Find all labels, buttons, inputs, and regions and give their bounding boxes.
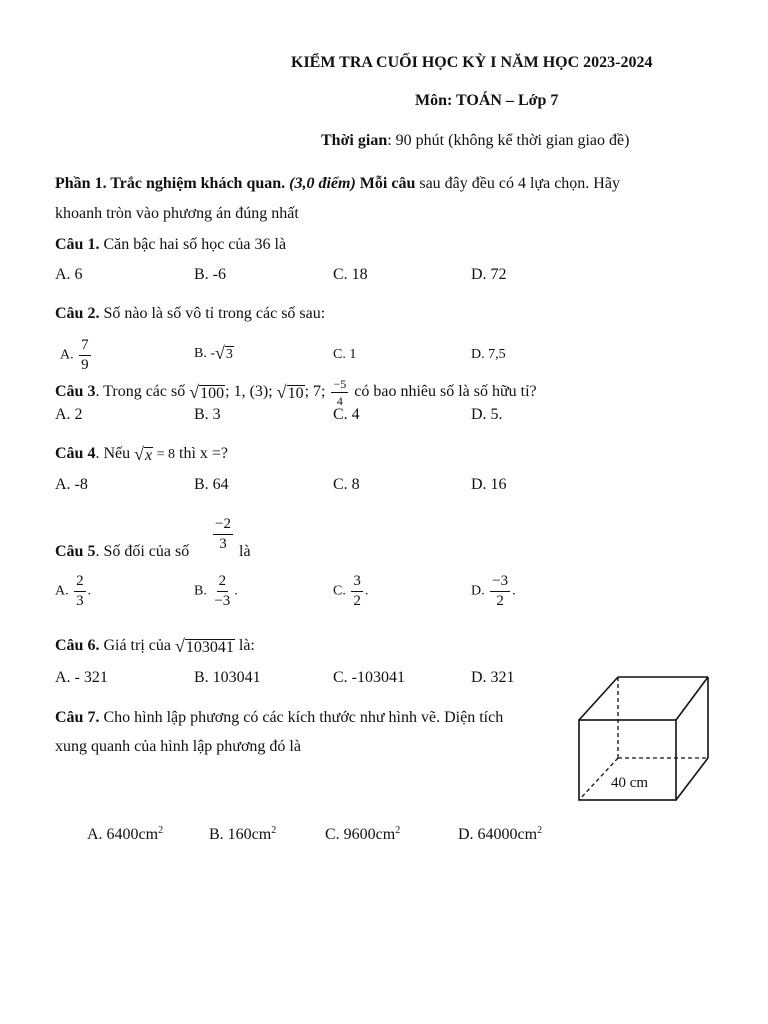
question-label: Câu 5 bbox=[55, 543, 96, 560]
option-text: A. 6400cm bbox=[87, 826, 159, 843]
part1-line2: khoanh tròn vào phương án đúng nhất bbox=[55, 205, 299, 222]
q6-option-b[interactable]: B. 103041 bbox=[194, 669, 261, 686]
q4-option-d[interactable]: D. 16 bbox=[471, 476, 507, 493]
fraction-denominator: 3 bbox=[76, 593, 84, 609]
fraction-denominator: 9 bbox=[81, 357, 89, 373]
fraction-numerator: −2 bbox=[213, 517, 233, 535]
q5-option-d[interactable] bbox=[471, 574, 516, 609]
option-letter: C. bbox=[333, 583, 346, 599]
question-label: Câu 7. bbox=[55, 709, 100, 726]
exam-subject: Môn: TOÁN – Lớp 7 bbox=[415, 92, 559, 109]
equation: = 8 bbox=[153, 447, 176, 462]
option-letter: B. bbox=[194, 583, 207, 599]
question-text-tail: có bao nhiêu số là số hữu tỉ? bbox=[350, 383, 537, 401]
q3-option-b[interactable]: B. 3 bbox=[194, 406, 221, 423]
option-letter: A. bbox=[60, 347, 74, 363]
option-letter: A. bbox=[55, 583, 69, 599]
fraction bbox=[74, 574, 86, 609]
q2-option-d[interactable]: D. 7,5 bbox=[471, 347, 506, 362]
fraction bbox=[331, 378, 348, 407]
question-text: Giá trị của bbox=[99, 637, 175, 654]
fraction-numerator: −5 bbox=[333, 377, 347, 391]
q1-option-d[interactable]: D. 72 bbox=[471, 266, 507, 283]
fraction bbox=[490, 574, 510, 609]
q3-option-c[interactable]: C. 4 bbox=[333, 406, 360, 423]
option-letter: B. - bbox=[194, 346, 215, 361]
radicand: 10 bbox=[287, 385, 304, 402]
fraction-numerator: 7 bbox=[79, 338, 91, 356]
question-1 bbox=[55, 235, 286, 255]
superscript: 2 bbox=[395, 825, 401, 836]
fraction bbox=[213, 517, 233, 552]
q4-option-b[interactable]: B. 64 bbox=[194, 476, 229, 493]
fraction-numerator: 2 bbox=[74, 574, 86, 592]
fraction bbox=[351, 574, 363, 609]
fraction-numerator: 3 bbox=[351, 574, 363, 592]
question-label: Câu 6. bbox=[55, 637, 100, 654]
part1-heading bbox=[55, 174, 620, 194]
q6-option-c[interactable]: C. -103041 bbox=[333, 669, 405, 686]
q4-option-a[interactable]: A. -8 bbox=[55, 476, 88, 493]
fraction bbox=[79, 338, 91, 373]
radicand: 100 bbox=[200, 385, 225, 402]
question-text-tail: thì x =? bbox=[175, 445, 229, 462]
option-dot: . bbox=[87, 583, 92, 599]
fraction-denominator: 2 bbox=[496, 593, 504, 609]
question-7 bbox=[55, 708, 503, 728]
question-label: Câu 2. bbox=[55, 305, 100, 322]
exam-title: KIỂM TRA CUỐI HỌC KỲ I NĂM HỌC 2023-2024 bbox=[291, 54, 653, 71]
question-label: Câu 1. bbox=[55, 236, 100, 253]
q4-option-c[interactable]: C. 8 bbox=[333, 476, 360, 493]
superscript: 2 bbox=[271, 825, 277, 836]
question-5 bbox=[55, 542, 189, 562]
q2-option-b[interactable] bbox=[194, 344, 234, 364]
q7-option-c[interactable] bbox=[325, 821, 400, 845]
fraction-denominator: 3 bbox=[219, 536, 227, 552]
q5-tail: là bbox=[239, 543, 251, 560]
radicand: 103041 bbox=[185, 638, 234, 656]
question-label: Câu 3 bbox=[55, 383, 96, 401]
sqrt-expression: √ 3 bbox=[215, 343, 233, 364]
question-7-line2: xung quanh của hình lập phương đó là bbox=[55, 738, 301, 755]
q5-option-a[interactable] bbox=[55, 574, 91, 609]
question-2 bbox=[55, 304, 325, 324]
option-text: B. 160cm bbox=[209, 826, 272, 843]
question-text: . Nếu bbox=[95, 445, 135, 462]
q1-option-b[interactable]: B. -6 bbox=[194, 266, 226, 283]
q7-option-d[interactable] bbox=[458, 821, 542, 845]
q7-option-b[interactable] bbox=[209, 821, 276, 845]
superscript: 2 bbox=[158, 825, 164, 836]
fraction-denominator: 2 bbox=[353, 593, 361, 609]
radicand: 3 bbox=[225, 347, 233, 363]
question-label: Câu 4 bbox=[55, 445, 96, 462]
fraction-numerator: −3 bbox=[490, 574, 510, 592]
time-label: Thời gian bbox=[321, 132, 388, 149]
sqrt-expression: √ 103041 bbox=[174, 635, 234, 656]
q3-option-d[interactable]: D. 5. bbox=[471, 406, 503, 423]
q5-option-b[interactable] bbox=[194, 574, 238, 609]
option-dot: . bbox=[234, 583, 238, 599]
fraction bbox=[212, 574, 232, 609]
question-text: Căn bậc hai số học của 36 là bbox=[99, 236, 287, 253]
exam-time bbox=[321, 131, 629, 151]
q1-option-a[interactable]: A. 6 bbox=[55, 266, 83, 283]
question-text: . Trong các số bbox=[95, 383, 190, 401]
part1-score: (3,0 điểm) bbox=[289, 175, 356, 192]
q7-option-a[interactable] bbox=[87, 821, 163, 845]
separator: ; 1, (3); bbox=[225, 383, 277, 401]
option-dot: . bbox=[364, 583, 369, 599]
q6-option-d[interactable]: D. 321 bbox=[471, 669, 515, 686]
fraction-numerator: 2 bbox=[217, 574, 229, 592]
option-dot: . bbox=[512, 583, 516, 599]
q3-option-a[interactable]: A. 2 bbox=[55, 406, 83, 423]
radicand: x bbox=[145, 446, 153, 464]
q5-fraction bbox=[211, 517, 235, 552]
superscript: 2 bbox=[537, 825, 543, 836]
q2-option-c[interactable]: C. 1 bbox=[333, 347, 357, 362]
part1-mid: Mỗi câu bbox=[359, 175, 416, 192]
sqrt-expression: √ x bbox=[134, 443, 153, 464]
question-text: . Số đối của số bbox=[95, 543, 190, 560]
question-text: Cho hình lập phương có các kích thước như hình vẽ. Diện tích bbox=[99, 709, 504, 726]
question-text-tail: là: bbox=[234, 637, 255, 654]
q5-option-c[interactable] bbox=[333, 574, 368, 609]
question-6 bbox=[55, 636, 255, 656]
sqrt-expression: √ 100 bbox=[189, 382, 225, 402]
question-4 bbox=[55, 444, 228, 465]
part1-title: Phần 1. Trắc nghiệm khách quan. bbox=[55, 175, 286, 192]
option-letter: D. bbox=[471, 583, 485, 599]
fraction-denominator: −3 bbox=[214, 593, 231, 609]
cube-dimension-label: 40 cm bbox=[611, 775, 649, 791]
sqrt-expression: √ 10 bbox=[276, 382, 304, 402]
option-text: C. 9600cm bbox=[325, 826, 396, 843]
q6-option-a[interactable]: A. - 321 bbox=[55, 669, 108, 686]
q1-option-c[interactable]: C. 18 bbox=[333, 266, 368, 283]
time-value: : 90 phút (không kể thời gian giao đề) bbox=[387, 132, 630, 149]
fraction-denominator: 4 bbox=[336, 394, 343, 408]
q2-option-a[interactable] bbox=[60, 338, 93, 373]
part1-rest: sau đây đều có 4 lựa chọn. Hãy bbox=[415, 175, 620, 192]
separator: ; 7; bbox=[304, 383, 330, 401]
question-text: Số nào là số vô tỉ trong các số sau: bbox=[99, 305, 326, 322]
question-3 bbox=[55, 378, 537, 407]
option-text: D. 64000cm bbox=[458, 826, 538, 843]
